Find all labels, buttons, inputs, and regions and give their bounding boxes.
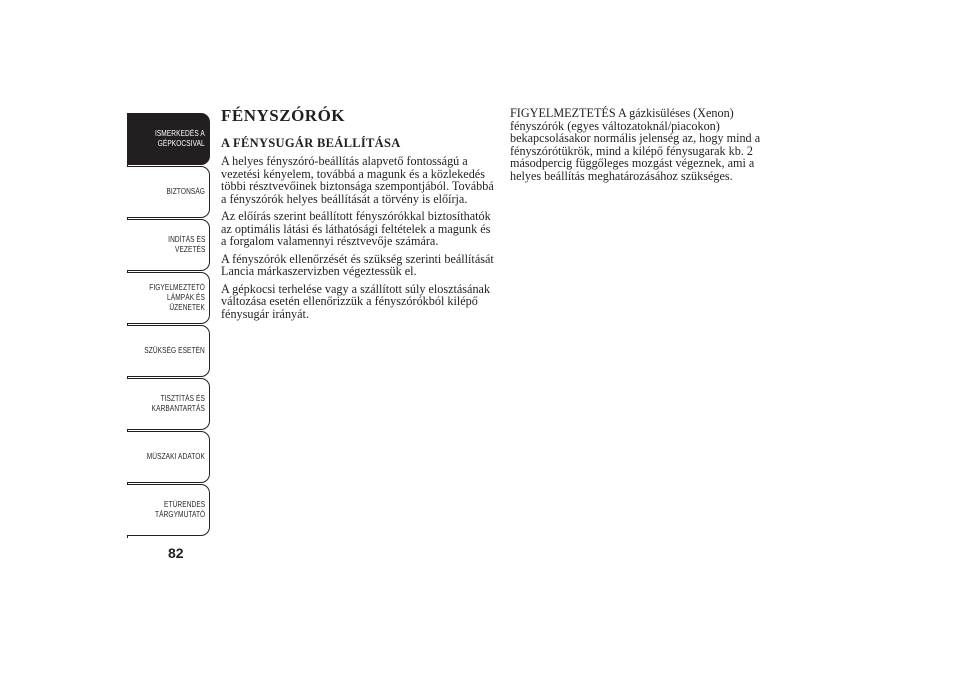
paragraph: Az előírás szerint beállított fényszórókkal biztosíthatók az optimális látási és láthatósági feltételek a magunk és a forgalom valamennyi résztvevője számára. [221,209,491,248]
tab-label-line: INDÍTÁS ÉS [167,235,205,244]
tab-ismerkedes[interactable] [127,113,210,165]
tab-label [149,273,205,323]
tab-label [155,114,205,164]
tab-label-line: LÁMPÁK ÉS [167,293,205,302]
right-column [510,107,780,182]
tab-label-line: KARBANTARTÁS [151,404,205,413]
tab-label-line: SZÜKSÉG ESETÉN [144,346,205,355]
tab-label [144,326,205,376]
tab-label [147,432,205,482]
section-subtitle: A FÉNYSUGÁR BEÁLLÍTÁSA [221,135,401,150]
tab-label [155,485,205,535]
paragraph: A fényszórók ellenőrzését és szükség szerinti beállítását Lancia márkaszervizben végeztessük el. [221,251,494,278]
tab-label-line: ISMERKEDÉS A [155,129,205,138]
tab-label-line: GÉPKOCSIVAL [157,139,205,148]
tab-label [166,167,205,217]
left-column [221,106,496,325]
page-title: FÉNYSZÓRÓK [221,106,346,125]
tab-label-line: TÁRGYMUTATÓ [154,510,205,519]
tab-figyelmezteto[interactable] [127,272,210,324]
paragraph: A helyes fényszóró-beállítás alapvető fontosságú a vezetési kényelem, továbbá a magunk és a közlekedés többi résztvevőinek biztonsága szempontjából. Továbbá a fényszórók helyes beállítását a törvény is előírja. [221,154,494,206]
tab-label-line: ÜZENETEK [169,303,205,312]
tab-label-line: MŰSZAKI ADATOK [146,452,205,461]
tab-targymutato[interactable] [127,484,210,536]
tab-label-line: VEZETÉS [174,245,205,254]
tab-muszaki[interactable] [127,431,210,483]
page-number: 82 [168,545,184,561]
paragraph: A gépkocsi terhelése vagy a szállított súly elosztásának változása esetén ellenőrizzük a fényszórókból kilépő fénysugár irányát. [221,281,491,321]
tab-tisztitas[interactable] [127,378,210,430]
tab-label-line: TISZTÍTÁS ÉS [160,394,205,403]
tab-label-line: ETŰRENDES [163,500,205,509]
tab-label [168,220,205,270]
tab-biztonsag[interactable] [127,166,210,218]
tab-inditas[interactable] [127,219,210,271]
tab-label [152,379,205,429]
tab-label-line: BIZTONSÁG [166,187,205,196]
tab-label-line: FIGYELMEZTETŐ [149,283,205,292]
warning-note: FIGYELMEZTETÉS A gázkisüléses (Xenon) fényszórók (egyes változatoknál/piacokon) bekapcsolásakor normális jelenség az, hogy mind a fényszórótükrök, mind a kilépő fénysugarak kb. 2 másodpercig függőleges mozgást végeznek, ami a helyes beállítás meghatározásához szükséges. [510,106,761,183]
tab-szukseg[interactable] [127,325,210,377]
